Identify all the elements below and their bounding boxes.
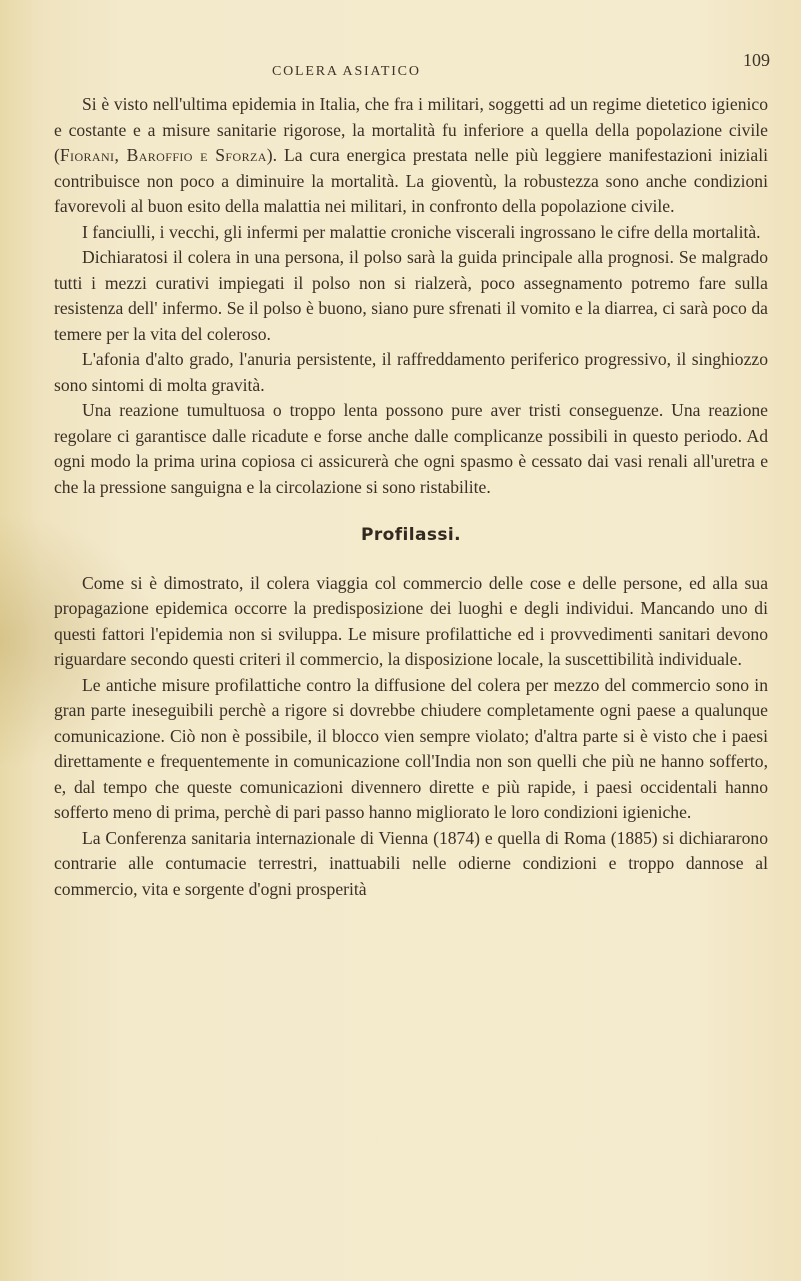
paragraph-ancient-measures: Le antiche misure profilattiche contro la diffusione del colera per mezzo del commercio sono in gran parte ineseguibili perchè a rigore si dovrebbe chiudere completamente ogni paese a qualunque comunicazione. Ciò non è possibile, il blocco vien sempre violato; d'altra parte si è visto che i paesi direttamente e frequentemente in comunicazione coll'India non son quelli che più ne hanno sofferto, e, dal tempo che queste comunicazioni divennero dirette e più rapide, i paesi occidentali hanno sofferto meno di prima, perchè di pari passo hanno migliorato le loro condizioni igieniche. bbox=[54, 674, 768, 822]
section-heading-profilassi: Profilassi. bbox=[361, 525, 461, 545]
paragraph-text: Si è visto nell'ultima epidemia in Italia, che fra i militari, soggetti ad un regime dietetico igienico e costante e a misure sanitarie rigorose, la mortalità fu inferiore a quella della popolazione civile ( bbox=[54, 94, 768, 165]
page-header bbox=[0, 50, 801, 94]
paragraph-military-mortality bbox=[54, 92, 768, 220]
cited-authors: Fiorani, Baroffio e Sforza bbox=[59, 145, 267, 165]
paragraph-text: ). La cura energica prestata nelle più leggiere manifestazioni iniziali contribuisce non poco a diminuire la mortalità. La gioventù, la robustezza sono anche condizioni favorevoli al buon esito della malattia nei militari, in confronto della popolazione civile. bbox=[54, 145, 768, 216]
paragraph-conferences: La Conferenza sanitaria internazionale di Vienna (1874) e quella di Roma (1885) si dichiararono contrarie alle contumacie terrestri, inattuabili nelle odierne condizioni e troppo dannose al commercio, vita e sorgente d'ogni prosperità bbox=[54, 827, 768, 899]
paragraph-reaction: Una reazione tumultuosa o troppo lenta possono pure aver tristi conseguenze. Una reazione regolare ci garantisce dalle ricadute e forse anche dalle complicanze possibili in questo periodo. Ad ogni modo la prima urina copiosa ci assicurerà che ogni spasmo è cessato dai vasi renali all'uretra e che la pressione sanguigna e la circolazione si sono ristabilite. bbox=[54, 400, 768, 497]
body-text bbox=[54, 92, 768, 902]
paragraph-propagation: Come si è dimostrato, il colera viaggia col commercio delle cose e delle persone, ed alla sua propagazione epidemica occorre la predisposizione dei luoghi e degli individui. Mancando uno di questi fattori l'epidemia non si sviluppa. Le misure profilattiche ed i provvedimenti sanitari devono riguardare secondo questi criteri il commercio, la disposizione locale, la suscettibilità individuale. bbox=[54, 572, 768, 669]
running-head: COLERA ASIATICO bbox=[272, 64, 421, 79]
paragraph-high-risk-groups: I fanciulli, i vecchi, gli infermi per malattie croniche viscerali ingrossano le cifre della mortalità. bbox=[82, 221, 761, 242]
paragraph-grave-symptoms: L'afonia d'alto grado, l'anuria persistente, il raffreddamento periferico progressivo, il singhiozzo sono sintomi di molta gravità. bbox=[54, 349, 768, 395]
paragraph-pulse-prognosis: Dichiaratosi il colera in una persona, il polso sarà la guida principale alla prognosi. Se malgrado tutti i mezzi curativi impiegati il polso non si rialzerà, poco assegnamento potremo fare sulla resistenza dell' infermo. Se il polso è buono, siano pure sfrenati il vomito e la diarrea, ci sarà poco da temere per la vita del coleroso. bbox=[54, 247, 768, 344]
page-number: 109 bbox=[743, 50, 770, 70]
